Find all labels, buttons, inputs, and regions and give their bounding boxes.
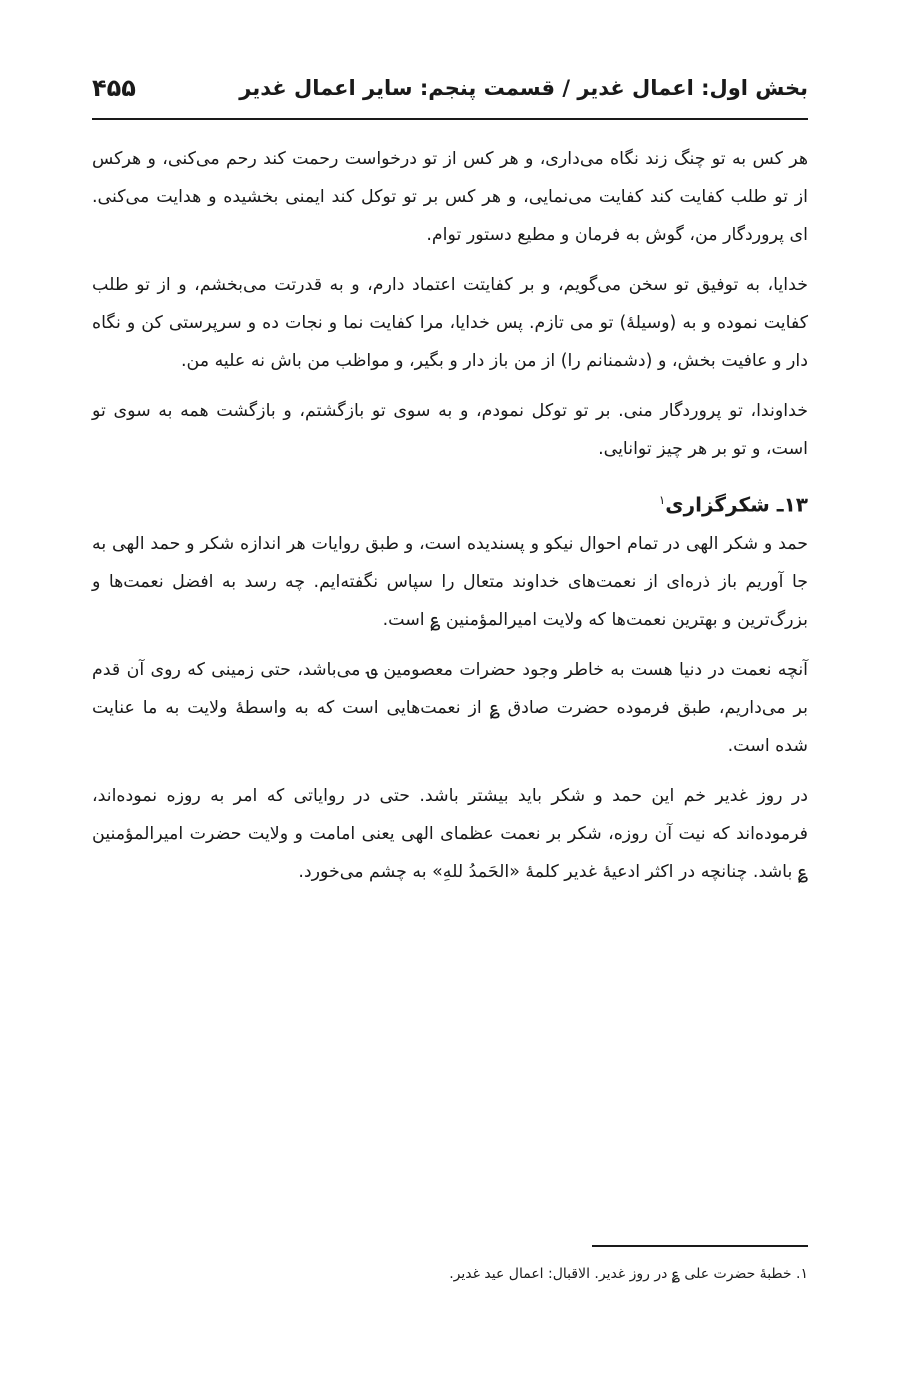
paragraph-5: آنچه نعمت در دنیا هست به خاطر وجود حضرات معصومین ؈ می‌باشد، حتی زمینی که روی آن قدم بر می‌داریم، طبق فرموده حضرت صادق ؏ از نعمت‌هایی است که به واسطهٔ ولایت به ما عنایت شده است. [92,659,808,756]
paragraph-1: هر کس به تو چنگ زند نگاه می‌داری، و هر کس از تو درخواست رحمت کند رحم می‌کنی، و هرکس از تو طلب کفایت کند کفایت می‌نمایی، و هر کس بر تو توکل کند ایمنی بخشیده و هدایت می‌کنی. ای پروردگار من، گوش به فرمان و مطیع دستور توام. [92,149,808,245]
paragraph-3: خداوندا، تو پروردگار منی. بر تو توکل نمودم، و به سوی تو بازگشتم، و بازگشت همه به سوی تو است، و تو بر هر چیز توانایی. [92,401,808,459]
main-text [92,140,808,903]
footnote-reference[interactable]: ۱ [658,493,666,507]
paragraph-6: در روز غدیر خم این حمد و شکر باید بیشتر باشد. حتی در روایاتی که امر به روزه نموده‌اند، فرموده‌اند که نیت آن روزه، شکر بر نعمت عظمای الهی یعنی امامت و ولایت حضرت امیرالمؤمنین ؏ باشد. چنانچه در اکثر ادعیهٔ غدیر کلمهٔ «الحَمدُ للهِ» به چشم می‌خورد. [92,785,808,882]
section-heading [92,480,808,525]
header-divider [92,118,808,120]
paragraph-2: خدایا، به توفیق تو سخن می‌گویم، و بر کفایتت اعتماد دارم، و به قدرتت می‌بخشم، و از تو طلب کفایت نموده و به (وسیلهٔ) تو می تازم. پس خدایا، مرا کفایت نما و نجات ده و سرپرستی کن و نگاه دار و عافیت بخش، و (دشمنانم را) از من باز دار و بگیر، و مواظب من باش نه علیه من. [92,275,808,371]
footnote: ۱. خطبهٔ حضرت علی ؏ در روز غدیر. الاقبال: اعمال عید غدیر. [449,1266,808,1282]
footnote-divider [592,1245,808,1247]
paragraph-4: حمد و شکر الهی در تمام احوال نیکو و پسندیده است، و طبق روایات هر اندازه شکر و حمد الهی به جا آوریم باز ذره‌ای از نعمت‌های خداوند متعال را سپاس نگفته‌ایم. چه رسد به افضل نعمت‌ها و بزرگ‌ترین و بهترین نعمت‌ها که ولایت امیرالمؤمنین ؏ است. [92,533,808,630]
section-heading-text: ۱۳ـ شکرگزاری [665,492,808,517]
running-title: بخش اول: اعمال غدیر / قسمت پنجم: سایر اعمال غدیر [239,76,808,100]
page-number: ۴۵۵ [92,74,136,102]
page-header [92,72,808,114]
